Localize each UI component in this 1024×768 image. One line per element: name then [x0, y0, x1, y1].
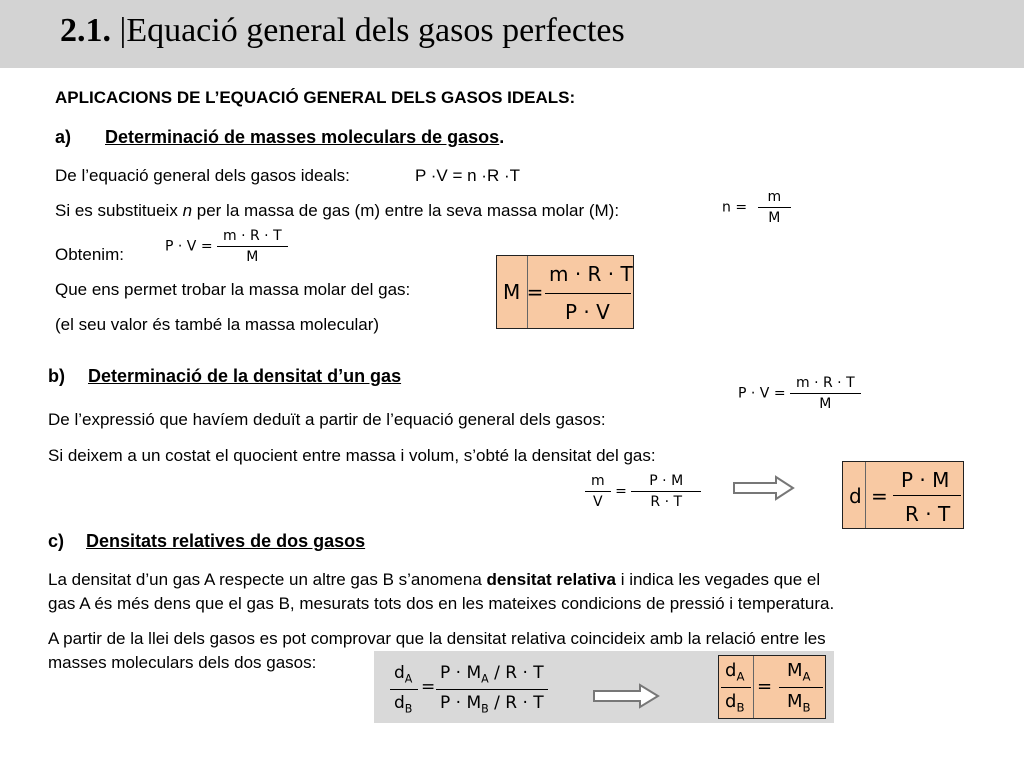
b-label: b)	[48, 366, 65, 386]
a-heading-end: .	[499, 127, 505, 147]
b-eq2-den-r: R · T	[650, 494, 683, 510]
arrow-right-icon	[732, 474, 796, 502]
a-line3: Que ens permet trobar la massa molar del gas:	[55, 280, 411, 299]
obtenim-label: Obtenim:	[55, 245, 124, 264]
arrow-right-icon	[592, 682, 662, 710]
rd-left-bar	[390, 689, 418, 690]
obtenim-eq-fraction	[217, 228, 288, 265]
n-equation	[722, 189, 791, 226]
density-formula-box	[842, 461, 964, 529]
b-eq1-num: m · R · T	[790, 375, 861, 394]
b-equation-1	[738, 375, 861, 412]
rd-den-d: $d_B$	[394, 693, 413, 716]
title-separator: |	[119, 12, 127, 49]
obtenim-eq-den: M	[246, 249, 259, 265]
c-heading: Densitats relatives de dos gasos	[86, 531, 366, 551]
a-line2-var: n	[182, 201, 193, 220]
section-heading: APLICACIONS DE L’EQUACIÓ GENERAL DELS GASOS IDEALS:	[55, 88, 576, 107]
b-eq1-fraction	[790, 375, 861, 412]
a-line2-pre: Si es substitueix	[55, 201, 183, 220]
c-p1-post: i indica les vegades que el	[615, 570, 821, 589]
molar-mass-fraction-bar	[545, 293, 631, 294]
a-label: a)	[55, 127, 72, 147]
n-eq-den: M	[768, 210, 781, 226]
c-paragraph-2-line-2: masses moleculars dels dos gasos:	[48, 653, 317, 672]
density-num: P · M	[901, 468, 950, 492]
molar-mass-lhs: M =	[503, 280, 544, 304]
b-eq2-num-r: P · M	[631, 473, 701, 492]
page-title	[60, 12, 625, 50]
rd-num-expr: $P \cdot M_A / R \cdot T$	[440, 663, 544, 686]
b-eq1-lhs: P · V =	[738, 385, 786, 402]
a-line2-post: per la massa de gas (m) entre la seva massa molar (M):	[192, 201, 620, 220]
molar-mass-formula-box	[496, 255, 634, 329]
density-fraction-bar	[893, 495, 961, 496]
density-lhs: d	[849, 484, 862, 508]
obtenim-eq-lhs: P · V =	[165, 238, 213, 255]
a-heading-text: Determinació de masses moleculars de gasos	[105, 127, 500, 147]
density-den: R · T	[905, 502, 951, 526]
rdr-equals: =	[757, 676, 773, 697]
rdr-num-d: $d_A$	[725, 660, 745, 684]
rd-right-bar	[436, 689, 548, 690]
b-eq2-num-l: m	[585, 473, 611, 492]
obtenim-equation	[165, 228, 288, 265]
n-eq-lhs: n =	[722, 199, 748, 216]
c-p1-bold: densitat relativa	[486, 570, 616, 589]
b-eq2-equals: =	[615, 483, 627, 500]
a-line1: De l’equació general dels gasos ideals:	[55, 166, 350, 185]
a-line1-equation: P ·V = n ·R ·T	[415, 166, 521, 185]
rd-equals: =	[421, 677, 436, 697]
rdr-den-m: $M_B$	[787, 691, 811, 715]
b-heading: Determinació de la densitat d’un gas	[88, 366, 402, 386]
rdr-left-bar	[721, 687, 751, 688]
c-p1-pre: La densitat d’un gas A respecte un altre gas B s’anomena	[48, 570, 487, 589]
a-line4: (el seu valor és també la massa molecular)	[55, 315, 380, 334]
box-divider	[527, 256, 528, 328]
b-line1: De l’expressió que havíem deduït a partir de l’equació general dels gasos:	[48, 410, 606, 429]
c-paragraph-1-line-2: gas A és més dens que el gas B, mesurats tots dos en les mateixes condicions de pressió i temperatura.	[48, 594, 835, 613]
relative-density-formula-box	[718, 655, 826, 719]
rdr-num-m: $M_A$	[787, 660, 811, 684]
molar-mass-den: P · V	[565, 300, 610, 324]
n-eq-fraction	[758, 189, 792, 226]
b-eq2-den-l: V	[593, 494, 603, 510]
obtenim-eq-num: m · R · T	[217, 228, 288, 247]
density-equals: =	[871, 484, 888, 508]
c-paragraph-2-line-1: A partir de la llei dels gasos es pot comprovar que la densitat relativa coincideix amb la relació entre les	[48, 629, 826, 648]
title-text: Equació general dels gasos perfectes	[126, 12, 625, 49]
box-divider	[865, 462, 866, 528]
b-line2: Si deixem a un costat el quocient entre massa i volum, s’obté la densitat del gas:	[48, 446, 656, 465]
molar-mass-num: m · R · T	[549, 262, 633, 286]
c-label: c)	[48, 531, 65, 551]
section-number: 2.1.	[60, 12, 111, 49]
b-eq1-den: M	[819, 396, 832, 412]
b-eq2-left-fraction	[585, 473, 611, 510]
rdr-den-d: $d_B$	[725, 691, 745, 715]
rd-num-d: $d_A$	[394, 663, 413, 686]
a-heading	[105, 127, 504, 148]
b-equation-2	[585, 473, 701, 510]
c-paragraph-1-line-1	[48, 570, 820, 590]
b-eq2-right-fraction	[631, 473, 701, 510]
rd-den-expr: $P \cdot M_B / R \cdot T$	[440, 693, 544, 716]
n-eq-num: m	[758, 189, 792, 208]
rdr-right-bar	[779, 687, 823, 688]
box-divider	[753, 656, 754, 718]
a-line2	[55, 201, 619, 221]
